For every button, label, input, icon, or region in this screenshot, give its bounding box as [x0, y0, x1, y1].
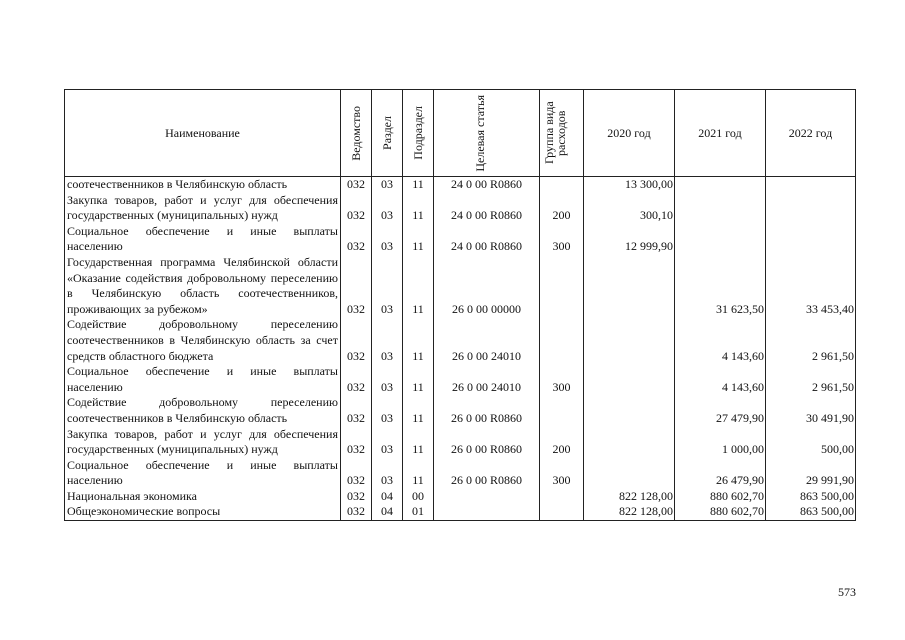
row-podrazdel: 11 — [403, 255, 434, 317]
row-name: соотечественников в Челябинскую область — [65, 177, 341, 193]
row-razdel: 03 — [372, 458, 403, 489]
row-tselevaya-statya: 24 0 00 R0860 — [434, 193, 540, 224]
row-name: Общеэкономические вопросы — [65, 504, 341, 520]
row-name: Содействие добровольному переселению соотечественников в Челябинскую область за счет средств областного бюджета — [65, 317, 341, 364]
row-vedomstvo: 032 — [341, 504, 372, 520]
table-row — [65, 255, 856, 317]
row-vedomstvo: 032 — [341, 489, 372, 505]
row-name: Закупка товаров, работ и услуг для обеспечения государственных (муниципальных) нужд — [65, 193, 341, 224]
row-2020: 13 300,00 — [584, 177, 675, 193]
header-razdel — [372, 90, 403, 177]
row-vedomstvo: 032 — [341, 193, 372, 224]
row-razdel: 03 — [372, 193, 403, 224]
header-2021 — [675, 90, 766, 177]
row-2020: 822 128,00 — [584, 504, 675, 520]
row-gruppa — [540, 489, 584, 505]
row-tselevaya-statya: 26 0 00 R0860 — [434, 458, 540, 489]
row-gruppa: 300 — [540, 364, 584, 395]
row-tselevaya-statya — [434, 504, 540, 520]
row-2021 — [675, 193, 766, 224]
row-gruppa — [540, 504, 584, 520]
table-row — [65, 193, 856, 224]
row-podrazdel: 00 — [403, 489, 434, 505]
row-vedomstvo: 032 — [341, 177, 372, 193]
row-name: Национальная экономика — [65, 489, 341, 505]
row-tselevaya-statya: 26 0 00 R0860 — [434, 395, 540, 426]
row-vedomstvo: 032 — [341, 427, 372, 458]
header-tselevaya-statya — [434, 90, 540, 177]
header-name — [65, 90, 341, 177]
row-razdel: 03 — [372, 364, 403, 395]
table-row — [65, 458, 856, 489]
table-row — [65, 317, 856, 364]
row-name: Социальное обеспечение и иные выплаты населению — [65, 224, 341, 255]
row-podrazdel: 01 — [403, 504, 434, 520]
table-row — [65, 395, 856, 426]
row-tselevaya-statya: 24 0 00 R0860 — [434, 177, 540, 193]
row-name: Государственная программа Челябинской области «Оказание содействия добровольному переселению в Челябинскую область соотечественников, проживающих за рубежом» — [65, 255, 341, 317]
row-vedomstvo: 032 — [341, 395, 372, 426]
row-2021: 4 143,60 — [675, 317, 766, 364]
row-razdel: 03 — [372, 317, 403, 364]
header-tselevaya-text: Целевая статья — [472, 94, 487, 172]
row-name: Содействие добровольному переселению соотечественников в Челябинскую область — [65, 395, 341, 426]
row-razdel: 03 — [372, 427, 403, 458]
header-vedomstvo-text: Ведомство — [349, 105, 363, 161]
row-name: Социальное обеспечение и иные выплаты населению — [65, 364, 341, 395]
row-2020 — [584, 317, 675, 364]
row-2021 — [675, 177, 766, 193]
row-gruppa — [540, 177, 584, 193]
header-gruppa-vida-raskhodov — [540, 90, 584, 177]
row-2021: 27 479,90 — [675, 395, 766, 426]
row-gruppa: 200 — [540, 427, 584, 458]
table-row — [65, 177, 856, 193]
row-podrazdel: 11 — [403, 427, 434, 458]
row-gruppa — [540, 255, 584, 317]
row-2020 — [584, 395, 675, 426]
header-2020 — [584, 90, 675, 177]
row-2021 — [675, 224, 766, 255]
row-2022: 29 991,90 — [766, 458, 856, 489]
row-2020 — [584, 458, 675, 489]
row-2022 — [766, 193, 856, 224]
row-razdel: 03 — [372, 177, 403, 193]
row-gruppa — [540, 317, 584, 364]
row-2022: 2 961,50 — [766, 364, 856, 395]
row-2021: 4 143,60 — [675, 364, 766, 395]
row-2020: 822 128,00 — [584, 489, 675, 505]
row-vedomstvo: 032 — [341, 255, 372, 317]
row-vedomstvo: 032 — [341, 224, 372, 255]
row-podrazdel: 11 — [403, 317, 434, 364]
row-podrazdel: 11 — [403, 458, 434, 489]
row-name: Закупка товаров, работ и услуг для обеспечения государственных (муниципальных) нужд — [65, 427, 341, 458]
table-row — [65, 364, 856, 395]
row-2020 — [584, 255, 675, 317]
row-2020: 300,10 — [584, 193, 675, 224]
budget-table — [64, 89, 856, 521]
row-2020 — [584, 427, 675, 458]
row-2021: 1 000,00 — [675, 427, 766, 458]
row-vedomstvo: 032 — [341, 458, 372, 489]
header-podrazdel — [403, 90, 434, 177]
row-gruppa: 200 — [540, 193, 584, 224]
row-2022: 30 491,90 — [766, 395, 856, 426]
header-2022 — [766, 90, 856, 177]
header-2020-text: 2020 год — [607, 125, 651, 140]
row-tselevaya-statya: 24 0 00 R0860 — [434, 224, 540, 255]
row-gruppa: 300 — [540, 458, 584, 489]
row-razdel: 04 — [372, 489, 403, 505]
row-razdel: 04 — [372, 504, 403, 520]
row-tselevaya-statya — [434, 489, 540, 505]
header-razdel-text: Раздел — [380, 116, 394, 150]
row-tselevaya-statya: 26 0 00 00000 — [434, 255, 540, 317]
table-row — [65, 427, 856, 458]
row-vedomstvo: 032 — [341, 317, 372, 364]
row-2021: 26 479,90 — [675, 458, 766, 489]
row-podrazdel: 11 — [403, 364, 434, 395]
row-name: Социальное обеспечение и иные выплаты населению — [65, 458, 341, 489]
row-2022: 863 500,00 — [766, 489, 856, 505]
table-row — [65, 504, 856, 520]
row-2022: 2 961,50 — [766, 317, 856, 364]
row-tselevaya-statya: 26 0 00 R0860 — [434, 427, 540, 458]
row-2022 — [766, 224, 856, 255]
row-gruppa — [540, 395, 584, 426]
row-2021: 880 602,70 — [675, 489, 766, 505]
table-header-row — [65, 90, 856, 177]
header-2022-text: 2022 год — [788, 125, 833, 140]
row-2021: 880 602,70 — [675, 504, 766, 520]
row-tselevaya-statya: 26 0 00 24010 — [434, 364, 540, 395]
row-2022: 863 500,00 — [766, 504, 856, 520]
table-row — [65, 489, 856, 505]
row-2020: 12 999,90 — [584, 224, 675, 255]
row-2022: 33 453,40 — [766, 255, 856, 317]
row-razdel: 03 — [372, 255, 403, 317]
row-2022 — [766, 177, 856, 193]
row-podrazdel: 11 — [403, 193, 434, 224]
row-tselevaya-statya: 26 0 00 24010 — [434, 317, 540, 364]
table-row — [65, 224, 856, 255]
row-2021: 31 623,50 — [675, 255, 766, 317]
row-podrazdel: 11 — [403, 395, 434, 426]
row-2022: 500,00 — [766, 427, 856, 458]
header-podrazdel-text: Подраздел — [411, 106, 425, 160]
row-razdel: 03 — [372, 224, 403, 255]
row-vedomstvo: 032 — [341, 364, 372, 395]
row-2020 — [584, 364, 675, 395]
header-name-text: Наименование — [165, 125, 240, 140]
row-podrazdel: 11 — [403, 177, 434, 193]
row-gruppa: 300 — [540, 224, 584, 255]
header-vedomstvo — [341, 90, 372, 177]
row-razdel: 03 — [372, 395, 403, 426]
row-podrazdel: 11 — [403, 224, 434, 255]
page-number: 573 — [838, 585, 856, 599]
header-gruppa-text: Группа вида расходов — [541, 101, 568, 165]
header-2021-text: 2021 год — [698, 125, 742, 140]
